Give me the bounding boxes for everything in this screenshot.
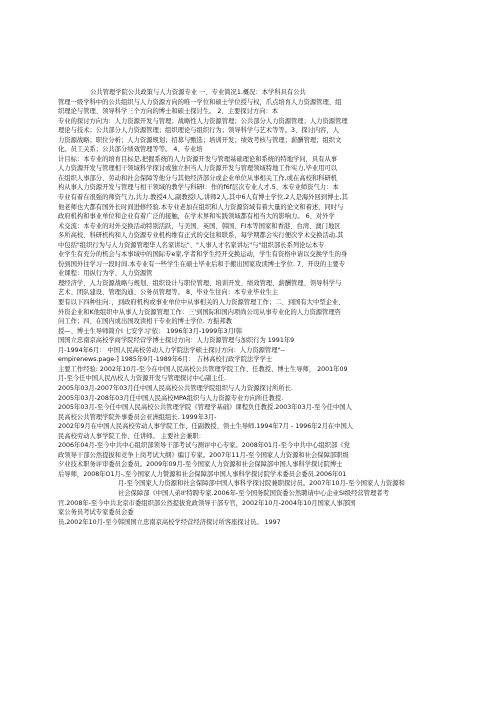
text-line: 社会保障部《中国人弟II'特聘专家.2006年-至今国务院国资委公然聘请中心企业SI级经营管理者考 (118, 489, 389, 497)
text-line (58, 546, 450, 556)
text-line: 民高校劳动人事学院工作、任讲师。 主要社会兼职： (58, 432, 205, 440)
text-line: 员,2002年10月-至今韩国国立忠南京高校学经营经济探讨所客座探讨员。 1997 (58, 518, 281, 526)
text-line: 业课程：用纵行为学、人力资源管 (58, 270, 153, 278)
text-line: 主要工作经验: 2002年10月-至今在中国人民高校公共管理学院工作、任教授、博士生导师， 2001年09 (58, 365, 348, 373)
text-line: 多所高校、科研机构和人力资源专业机构维有正式的交往和联系，每学期都会实行便次学术交换活动,其 (58, 232, 344, 240)
text-line: 问工作；四、在国内或出国攻读相干专业的博士学位. 方振邦教 (58, 318, 233, 326)
text-line (58, 594, 450, 604)
text-line: 官.2008年-至今中共北京市委组织部公然提拔党政领导干部专官，2002年10月-2004年10月国家人事部国 (58, 499, 356, 507)
text-line (58, 556, 450, 566)
text-line: 术交流：本专业的对外交换活动特别活跃，与美国、英国、韩国、FI本等国家和香港、台湾、澳门地区 (58, 222, 341, 230)
text-line: 人力资源开发与管理相干领域科学探讨或独立担当人力资源开发与管理领域特地工作实力,毕业用可以 (58, 165, 338, 173)
text-line: 织理论与管理、领导科学三个方向的博士和硕士探讨生。 2、主要探讨方向：本 (58, 108, 279, 116)
text-line: 理论与技术；公共部分人力资源管理；组织理论与组织行为；领导科学与艺术等等。3、探讨内容，人 (58, 127, 340, 135)
text-line: 力资源战略；职位分析；人力资源规划；招募与甄选；培训开发；绩效考核与管理；薪酬管理；组织文 (58, 136, 342, 144)
text-line: 计目标：本专业的培育目标是,把握系统的人力资源开发与管理基础理论和系统的特地学问，具有从事 (58, 155, 338, 163)
text-line (58, 565, 450, 575)
text-line: 2005年03月-2007年03月任中国人民高校公共管理学院组织与人力资源探讨所所长. (58, 384, 293, 392)
text-line: 艺术、团队建设、管理沟通、公务员管理等。 8、毕业生往向：本专业毕业生主 (58, 289, 279, 297)
text-line: 他老师也大都有国外长时间进修经验.本专业老加在组织和人力资源资域有着大量的论文和着述，同时与 (58, 203, 344, 211)
text-line: 月-至今国家人力资源和社会保障部中国人事科学探讨院兼职探讨员。2007年10月-至今国家人力资源和 (118, 480, 405, 488)
text-line: 2002年9月在中国人民高校劳动人事学院工作、任副教授、领士生导师.1994年7月 - 1996年2月在中国人 (58, 423, 354, 431)
text-line (58, 527, 450, 537)
text-line: 2006年04月-至今中共中心组织部领导干部考试与测评中心专家。2008年01月-至今中共中心组织部《党 (58, 442, 350, 450)
text-line: 理经济学、人力资源战略与规划、组织设计与职位管理、培训开发、绩效管理、薪酬管理、领导科学与 (58, 279, 342, 287)
text-line: 在组织人事部分、劳动和社会保障等他分与其他经济部分或企业单位从事相关工作,或在高校和科研机 (58, 174, 338, 182)
text-line: 月-至今任中国人民/\\校人力资源开发与管理探讨中心副主任. (58, 375, 227, 383)
text-line (58, 584, 450, 594)
text-line (58, 537, 450, 547)
text-line: 授—、博士生导师简介I 七安学习'依： 1996年3月-1999年3月l韩 (58, 327, 242, 335)
text-line: 夕业技术职务评审委员会委员。2009年09月-至今国家人力资源和社会保障部中国人事科学探讨院博士 (58, 461, 343, 469)
text-line: 家公务员考试专家委员会委 (58, 509, 134, 517)
text-line: 外资企业和K他组织中从事人力资源管理工作：三'到国际和国内项尚公司从事专业化的人力资源管理咨 (58, 308, 341, 316)
text-line: 要有以下四种往向：，到政府机构或事业单位中从事相关的人力资源管理工作；二、到国有大中型企业、 (58, 299, 345, 307)
text-line: 化。员工关系；公共部分绩效管理等等。 4、专业培 (58, 146, 203, 154)
text-line: 专业有着在很强的师资气力,共力.教授4人,副教授l人,讲师2人,其中6人有博士学位,2人是海外回到博士,其 (58, 194, 348, 202)
text-line (58, 604, 450, 614)
text-line: 份到国外往学习一段时间.本专业有一些学生在硕士毕业后和于搬出国家攻读博士学位. 7、开设的主要专 (58, 260, 346, 268)
text-line: 2005年03月-208年03月任中国人民高校MPA组织与人力资源专业方向所任教授. (58, 394, 284, 402)
text-line: 国国立忠南京高校学商学院经营学博士探讨方向：人力资源管理与加织行为 1991年9 (58, 337, 295, 345)
text-line: 民高校公共管理学院外事委员会亚洲组组长. 1999年3月- (58, 413, 217, 421)
text-line: 专业的探讨方向为：人力资源开发与管理；战略性人力资源管理；公共部分人力资源管理；人力资源管理 (58, 117, 348, 125)
text-line (58, 613, 450, 623)
text-line: 业学生有充分的机会与本事域中的国际专e家,学者和学生经开交换运动，学生有资格申请以交换学生的身 (58, 251, 348, 259)
text-line: 后导师，2008年O1月-,至今国家人力赞源和社会保障部中国人事科学探讨院学术委员会委员.2006年01 (58, 470, 347, 478)
text-line: 2005年03月-至今任中国人民高校公共管理学院《管理学基础》课程负任教授.2003年03月-至今任中国人 (58, 404, 352, 412)
text-line: 中包括"组织行为与人力资源管理华人名家讲坛"、"人事人才名家讲坛"与"组织部长系列论坛本专 (58, 241, 325, 249)
text-line: 构从事人力资源开发与管理与相干领域的教学与科研l：作的f6f层次专业人才.5、本专业师资气力：本 (58, 184, 339, 192)
document-body (58, 88, 450, 623)
text-line: 月-1994年6月： 中国人民高校劳动人力学院法学硕士探讨方向：人力资源管理"-- (58, 346, 285, 354)
text-line: empirenews.page-] 1985年9月-1989年6月： 吉林高校行政学院法学学士 (58, 356, 273, 364)
text-line: 政府机构和事业单位和企业有着广泛的接触，在学术界和实践领域都有相当大的影响力。 6、对外学 (58, 213, 335, 221)
text-line: 公共管理学院公共政策与人力资源专业 一、专业简况1.概况：本学科具有公共 (90, 89, 306, 96)
text-line: 政领导干部公然提拔和竞争上岗考试大纲》编订专家。2007年11月-至今国家人力资源和社会保障部职级 (58, 451, 349, 459)
text-line: 管理一级学科中的公共组织与人力资源方向的唯一学位和硕士学位授与权，爪点培育人力资源管理、组 (58, 98, 342, 106)
text-line (58, 575, 450, 585)
